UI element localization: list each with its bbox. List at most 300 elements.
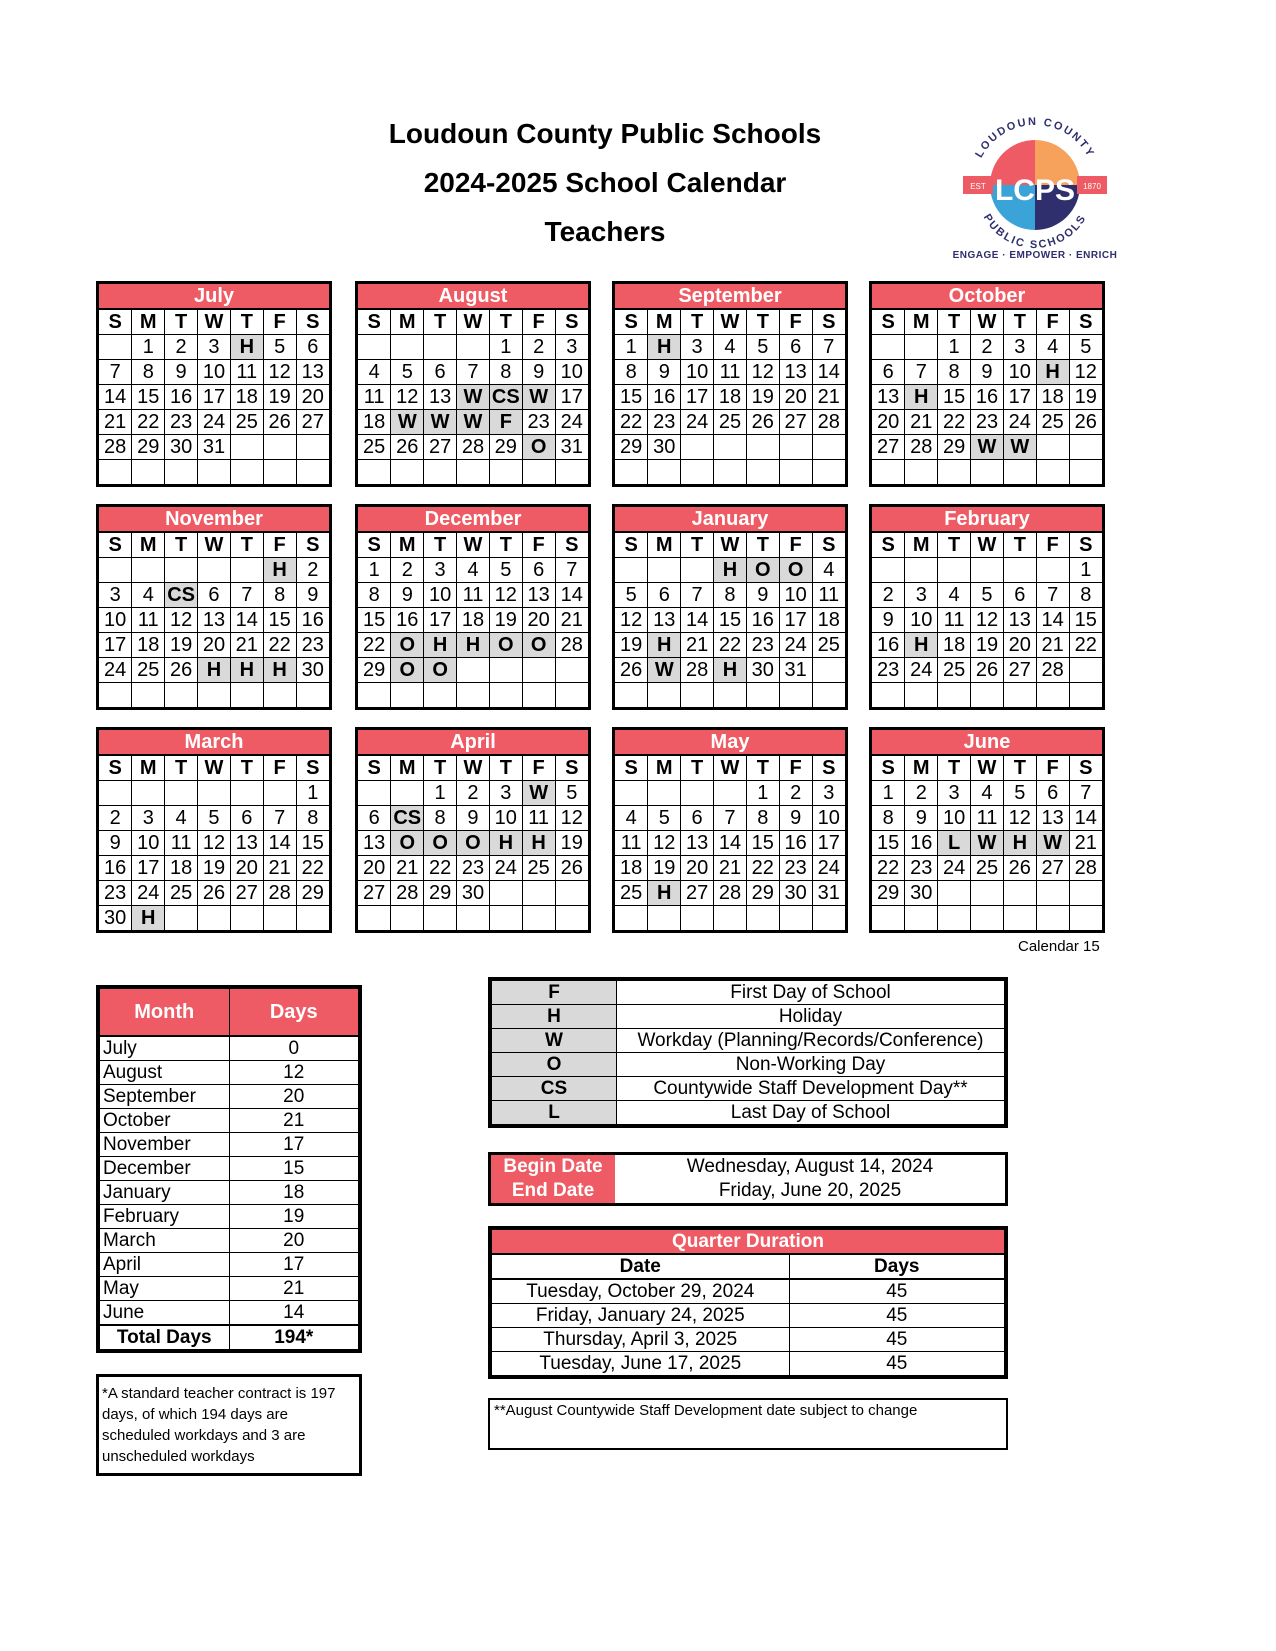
day-cell: 25 bbox=[938, 658, 971, 683]
day-cell: 13 bbox=[1036, 806, 1069, 831]
day-cell: 21 bbox=[1069, 831, 1102, 856]
day-cell: 2 bbox=[296, 558, 329, 583]
day-cell: 1 bbox=[489, 335, 522, 360]
marked-day-cell: H bbox=[198, 658, 231, 683]
month-calendar-september bbox=[612, 281, 848, 487]
day-cell: 8 bbox=[424, 806, 457, 831]
legend-meaning: Workday (Planning/Records/Conference) bbox=[617, 1029, 1005, 1053]
day-cell: 7 bbox=[555, 558, 588, 583]
weekday-label: T bbox=[230, 310, 263, 335]
day-cell: 13 bbox=[424, 385, 457, 410]
weekday-label: M bbox=[648, 756, 681, 781]
week-row bbox=[99, 781, 329, 806]
day-cell: 14 bbox=[812, 360, 845, 385]
week-row bbox=[358, 906, 588, 931]
legend-row bbox=[492, 1053, 1005, 1077]
day-cell: 15 bbox=[714, 608, 747, 633]
day-cell: 6 bbox=[522, 558, 555, 583]
week-row bbox=[872, 881, 1102, 906]
day-cell bbox=[746, 435, 779, 460]
day-cell bbox=[648, 781, 681, 806]
quarter-row bbox=[492, 1352, 1005, 1376]
week-row bbox=[872, 856, 1102, 881]
day-cell: 12 bbox=[648, 831, 681, 856]
day-cell: 14 bbox=[1036, 608, 1069, 633]
total-days-label: Total Days bbox=[100, 1325, 230, 1350]
marked-day-cell: H bbox=[230, 335, 263, 360]
marked-day-cell: W bbox=[457, 385, 490, 410]
day-cell: 22 bbox=[615, 410, 648, 435]
day-cell: 19 bbox=[971, 633, 1004, 658]
day-cell: 22 bbox=[1069, 633, 1102, 658]
day-cell: 18 bbox=[714, 385, 747, 410]
day-cell: 30 bbox=[746, 658, 779, 683]
end-date-value: Friday, June 20, 2025 bbox=[718, 1180, 902, 1201]
day-cell: 8 bbox=[296, 806, 329, 831]
day-cell bbox=[905, 558, 938, 583]
weekday-label: S bbox=[812, 756, 845, 781]
day-cell: 26 bbox=[198, 881, 231, 906]
day-cell: 23 bbox=[522, 410, 555, 435]
day-cell bbox=[746, 906, 779, 931]
day-cell: 16 bbox=[648, 385, 681, 410]
marked-day-cell: H bbox=[905, 633, 938, 658]
marked-day-cell: H bbox=[263, 558, 296, 583]
day-cell: 3 bbox=[555, 335, 588, 360]
month-cell: February bbox=[100, 1205, 230, 1229]
day-cell: 26 bbox=[391, 435, 424, 460]
week-row bbox=[615, 881, 845, 906]
day-cell: 8 bbox=[746, 806, 779, 831]
marked-day-cell: O bbox=[457, 831, 490, 856]
week-row bbox=[615, 410, 845, 435]
week-row bbox=[615, 658, 845, 683]
weekday-label: W bbox=[714, 310, 747, 335]
day-cell: 1 bbox=[1069, 558, 1102, 583]
day-cell bbox=[872, 558, 905, 583]
week-row bbox=[872, 683, 1102, 708]
day-cell: 23 bbox=[779, 856, 812, 881]
day-cell bbox=[489, 906, 522, 931]
logo-ring-top-text: LOUDOUN COUNTY bbox=[973, 115, 1097, 160]
day-cell: 22 bbox=[424, 856, 457, 881]
day-cell: 14 bbox=[230, 608, 263, 633]
day-cell: 25 bbox=[165, 881, 198, 906]
day-cell: 25 bbox=[230, 410, 263, 435]
day-cell bbox=[230, 435, 263, 460]
day-cell: 25 bbox=[1036, 410, 1069, 435]
weekday-label: T bbox=[165, 756, 198, 781]
day-cell: 7 bbox=[714, 806, 747, 831]
day-cell bbox=[489, 658, 522, 683]
day-cell bbox=[230, 781, 263, 806]
day-cell bbox=[1003, 558, 1036, 583]
day-cell bbox=[296, 906, 329, 931]
day-cell: 12 bbox=[746, 360, 779, 385]
day-cell bbox=[872, 683, 905, 708]
day-cell: 26 bbox=[746, 410, 779, 435]
month-cell: January bbox=[100, 1181, 230, 1205]
day-cell: 10 bbox=[198, 360, 231, 385]
day-cell: 5 bbox=[1069, 335, 1102, 360]
legend-code: CS bbox=[492, 1077, 617, 1101]
week-row bbox=[358, 633, 588, 658]
week-row bbox=[99, 906, 329, 931]
day-cell: 23 bbox=[648, 410, 681, 435]
month-cell: November bbox=[100, 1133, 230, 1157]
day-cell bbox=[358, 906, 391, 931]
day-cell: 17 bbox=[779, 608, 812, 633]
day-cell: 6 bbox=[358, 806, 391, 831]
weekday-label: W bbox=[457, 756, 490, 781]
day-cell: 2 bbox=[99, 806, 132, 831]
day-cell: 7 bbox=[1036, 583, 1069, 608]
day-cell: 25 bbox=[971, 856, 1004, 881]
marked-day-cell: O bbox=[779, 558, 812, 583]
week-row bbox=[99, 558, 329, 583]
quarter-row bbox=[492, 1304, 1005, 1328]
weekday-label: S bbox=[296, 533, 329, 558]
weekday-label: S bbox=[812, 533, 845, 558]
day-cell bbox=[779, 435, 812, 460]
day-cell: 29 bbox=[296, 881, 329, 906]
week-row bbox=[99, 856, 329, 881]
day-cell: 22 bbox=[296, 856, 329, 881]
day-cell bbox=[522, 881, 555, 906]
day-cell: 6 bbox=[872, 360, 905, 385]
day-cell: 3 bbox=[812, 781, 845, 806]
weekday-label: M bbox=[905, 533, 938, 558]
day-cell bbox=[198, 460, 231, 485]
day-cell: 15 bbox=[872, 831, 905, 856]
day-cell: 9 bbox=[905, 806, 938, 831]
weekday-label: W bbox=[714, 533, 747, 558]
day-cell bbox=[99, 558, 132, 583]
begin-date-label: Begin Date bbox=[491, 1155, 615, 1179]
day-cell bbox=[522, 460, 555, 485]
day-cell: 5 bbox=[391, 360, 424, 385]
table-row bbox=[100, 1277, 359, 1301]
day-cell: 23 bbox=[165, 410, 198, 435]
day-cell: 28 bbox=[263, 881, 296, 906]
month-cell: September bbox=[100, 1085, 230, 1109]
day-cell: 10 bbox=[555, 360, 588, 385]
day-cell: 1 bbox=[132, 335, 165, 360]
week-row bbox=[99, 831, 329, 856]
table-row bbox=[100, 1109, 359, 1133]
marked-day-cell: W bbox=[457, 410, 490, 435]
week-row bbox=[358, 460, 588, 485]
week-row bbox=[358, 583, 588, 608]
day-cell: 12 bbox=[198, 831, 231, 856]
month-name: January bbox=[615, 507, 845, 533]
days-cell: 18 bbox=[229, 1181, 359, 1205]
day-cell: 24 bbox=[489, 856, 522, 881]
weekday-label: T bbox=[681, 533, 714, 558]
day-cell bbox=[615, 558, 648, 583]
day-cell: 6 bbox=[1003, 583, 1036, 608]
week-row bbox=[615, 608, 845, 633]
week-row bbox=[872, 608, 1102, 633]
weekday-label: S bbox=[872, 310, 905, 335]
day-cell: 4 bbox=[971, 781, 1004, 806]
weekday-label: F bbox=[522, 756, 555, 781]
day-cell bbox=[99, 683, 132, 708]
day-cell: 7 bbox=[230, 583, 263, 608]
week-row bbox=[99, 460, 329, 485]
day-cell bbox=[905, 683, 938, 708]
marked-day-cell: W bbox=[971, 831, 1004, 856]
day-cell bbox=[812, 906, 845, 931]
day-cell: 25 bbox=[714, 410, 747, 435]
day-cell: 2 bbox=[872, 583, 905, 608]
week-row bbox=[872, 360, 1102, 385]
day-cell: 8 bbox=[263, 583, 296, 608]
week-row bbox=[99, 658, 329, 683]
quarter-days: 45 bbox=[789, 1279, 1004, 1304]
day-cell: 12 bbox=[615, 608, 648, 633]
day-cell: 24 bbox=[99, 658, 132, 683]
day-cell: 26 bbox=[1069, 410, 1102, 435]
week-row bbox=[358, 385, 588, 410]
day-cell bbox=[1069, 881, 1102, 906]
days-cell: 19 bbox=[229, 1205, 359, 1229]
day-cell bbox=[358, 460, 391, 485]
day-cell bbox=[648, 683, 681, 708]
legend-meaning: First Day of School bbox=[617, 981, 1005, 1005]
day-cell: 16 bbox=[165, 385, 198, 410]
marked-day-cell: O bbox=[424, 658, 457, 683]
day-cell: 21 bbox=[681, 633, 714, 658]
week-row bbox=[872, 906, 1102, 931]
day-cell bbox=[165, 558, 198, 583]
day-cell: 10 bbox=[779, 583, 812, 608]
marked-day-cell: F bbox=[489, 410, 522, 435]
day-cell: 4 bbox=[812, 558, 845, 583]
day-cell: 24 bbox=[938, 856, 971, 881]
weekday-label: T bbox=[746, 756, 779, 781]
week-row bbox=[872, 633, 1102, 658]
day-cell bbox=[615, 460, 648, 485]
month-calendar-january bbox=[612, 504, 848, 710]
legend-table bbox=[488, 977, 1008, 1128]
day-cell bbox=[230, 460, 263, 485]
weekday-label: S bbox=[812, 310, 845, 335]
logo-initials: LCPS bbox=[994, 174, 1076, 207]
day-cell: 28 bbox=[457, 435, 490, 460]
weekday-label: W bbox=[198, 310, 231, 335]
day-cell bbox=[230, 906, 263, 931]
quarter-row bbox=[492, 1328, 1005, 1352]
day-cell bbox=[971, 881, 1004, 906]
day-cell: 10 bbox=[99, 608, 132, 633]
marked-day-cell: H bbox=[263, 658, 296, 683]
month-cell: April bbox=[100, 1253, 230, 1277]
marked-day-cell: H bbox=[1003, 831, 1036, 856]
day-cell: 4 bbox=[165, 806, 198, 831]
month-name: May bbox=[615, 730, 845, 756]
day-cell: 8 bbox=[615, 360, 648, 385]
day-cell: 5 bbox=[1003, 781, 1036, 806]
weekday-label: F bbox=[263, 533, 296, 558]
day-cell: 13 bbox=[872, 385, 905, 410]
weekday-label: T bbox=[938, 756, 971, 781]
day-cell: 24 bbox=[779, 633, 812, 658]
day-cell bbox=[457, 335, 490, 360]
weekday-label: F bbox=[1036, 533, 1069, 558]
day-cell: 3 bbox=[132, 806, 165, 831]
week-row bbox=[99, 806, 329, 831]
day-cell: 19 bbox=[198, 856, 231, 881]
week-row bbox=[99, 335, 329, 360]
day-cell: 13 bbox=[522, 583, 555, 608]
weekday-label: T bbox=[165, 533, 198, 558]
week-row bbox=[872, 335, 1102, 360]
day-cell: 24 bbox=[198, 410, 231, 435]
day-cell: 25 bbox=[522, 856, 555, 881]
month-calendar-february bbox=[869, 504, 1105, 710]
day-cell: 28 bbox=[391, 881, 424, 906]
day-cell: 15 bbox=[938, 385, 971, 410]
day-cell: 28 bbox=[812, 410, 845, 435]
day-cell: 6 bbox=[230, 806, 263, 831]
day-cell: 11 bbox=[714, 360, 747, 385]
day-cell: 27 bbox=[1003, 658, 1036, 683]
day-cell bbox=[358, 335, 391, 360]
marked-day-cell: O bbox=[391, 633, 424, 658]
day-cell: 17 bbox=[681, 385, 714, 410]
marked-day-cell: H bbox=[522, 831, 555, 856]
marked-day-cell: CS bbox=[165, 583, 198, 608]
day-cell: 27 bbox=[424, 435, 457, 460]
day-cell: 15 bbox=[615, 385, 648, 410]
day-cell: 5 bbox=[263, 335, 296, 360]
day-cell: 13 bbox=[648, 608, 681, 633]
week-row bbox=[872, 806, 1102, 831]
day-cell: 2 bbox=[165, 335, 198, 360]
month-name: October bbox=[872, 284, 1102, 310]
day-cell bbox=[165, 683, 198, 708]
day-cell bbox=[198, 906, 231, 931]
day-cell: 11 bbox=[230, 360, 263, 385]
day-cell bbox=[296, 683, 329, 708]
calendar-number-label: Calendar 15 bbox=[1018, 938, 1100, 955]
day-cell: 17 bbox=[1003, 385, 1036, 410]
month-calendar-april bbox=[355, 727, 591, 933]
day-cell: 16 bbox=[779, 831, 812, 856]
day-cell: 11 bbox=[615, 831, 648, 856]
day-cell: 7 bbox=[681, 583, 714, 608]
day-cell bbox=[714, 906, 747, 931]
day-cell: 28 bbox=[99, 435, 132, 460]
day-cell: 19 bbox=[746, 385, 779, 410]
day-cell: 4 bbox=[132, 583, 165, 608]
day-cell bbox=[198, 781, 231, 806]
day-cell: 9 bbox=[872, 608, 905, 633]
table-row bbox=[100, 1036, 359, 1061]
day-cell: 5 bbox=[198, 806, 231, 831]
day-cell: 13 bbox=[198, 608, 231, 633]
marked-day-cell: W bbox=[522, 385, 555, 410]
day-cell: 5 bbox=[746, 335, 779, 360]
quarter-date: Tuesday, October 29, 2024 bbox=[492, 1279, 790, 1304]
weekday-label: M bbox=[905, 310, 938, 335]
day-cell: 2 bbox=[905, 781, 938, 806]
day-cell bbox=[1036, 558, 1069, 583]
weekday-label: T bbox=[938, 533, 971, 558]
weekday-label: S bbox=[615, 756, 648, 781]
day-cell bbox=[812, 460, 845, 485]
day-cell: 2 bbox=[457, 781, 490, 806]
day-cell: 5 bbox=[615, 583, 648, 608]
day-cell: 22 bbox=[358, 633, 391, 658]
month-cell: March bbox=[100, 1229, 230, 1253]
weekday-label: W bbox=[457, 533, 490, 558]
day-cell: 23 bbox=[746, 633, 779, 658]
day-cell: 7 bbox=[457, 360, 490, 385]
day-cell bbox=[615, 781, 648, 806]
day-cell: 2 bbox=[391, 558, 424, 583]
weekday-label: S bbox=[296, 756, 329, 781]
day-cell bbox=[263, 460, 296, 485]
day-cell: 14 bbox=[555, 583, 588, 608]
month-cell: August bbox=[100, 1061, 230, 1085]
day-cell: 1 bbox=[424, 781, 457, 806]
day-cell: 24 bbox=[555, 410, 588, 435]
week-row bbox=[872, 435, 1102, 460]
day-cell: 7 bbox=[812, 335, 845, 360]
day-cell: 14 bbox=[681, 608, 714, 633]
day-cell bbox=[358, 781, 391, 806]
day-cell: 12 bbox=[1003, 806, 1036, 831]
day-cell: 6 bbox=[424, 360, 457, 385]
day-cell bbox=[198, 558, 231, 583]
day-cell: 9 bbox=[648, 360, 681, 385]
weekday-label: T bbox=[1003, 533, 1036, 558]
marked-day-cell: H bbox=[905, 385, 938, 410]
day-cell: 15 bbox=[296, 831, 329, 856]
weekday-label: W bbox=[198, 533, 231, 558]
day-cell: 9 bbox=[165, 360, 198, 385]
month-calendar-july bbox=[96, 281, 332, 487]
month-name: November bbox=[99, 507, 329, 533]
day-cell: 12 bbox=[263, 360, 296, 385]
day-cell: 5 bbox=[489, 558, 522, 583]
days-per-month-table bbox=[96, 985, 362, 1353]
days-cell: 20 bbox=[229, 1229, 359, 1253]
day-cell: 12 bbox=[971, 608, 1004, 633]
day-cell: 23 bbox=[872, 658, 905, 683]
weekday-label: F bbox=[522, 310, 555, 335]
begin-date-value: Wednesday, August 14, 2024 bbox=[686, 1156, 934, 1177]
day-cell bbox=[391, 683, 424, 708]
day-cell: 18 bbox=[457, 608, 490, 633]
day-cell: 31 bbox=[812, 881, 845, 906]
month-column-header: Month bbox=[100, 989, 230, 1037]
day-cell: 19 bbox=[489, 608, 522, 633]
day-cell: 15 bbox=[1069, 608, 1102, 633]
day-cell: 9 bbox=[779, 806, 812, 831]
month-calendar-december bbox=[355, 504, 591, 710]
day-cell: 25 bbox=[615, 881, 648, 906]
day-cell: 5 bbox=[555, 781, 588, 806]
day-cell bbox=[938, 881, 971, 906]
day-cell bbox=[615, 683, 648, 708]
weekday-label: W bbox=[198, 756, 231, 781]
day-cell: 8 bbox=[1069, 583, 1102, 608]
weekday-label: S bbox=[1069, 756, 1102, 781]
day-cell: 22 bbox=[714, 633, 747, 658]
